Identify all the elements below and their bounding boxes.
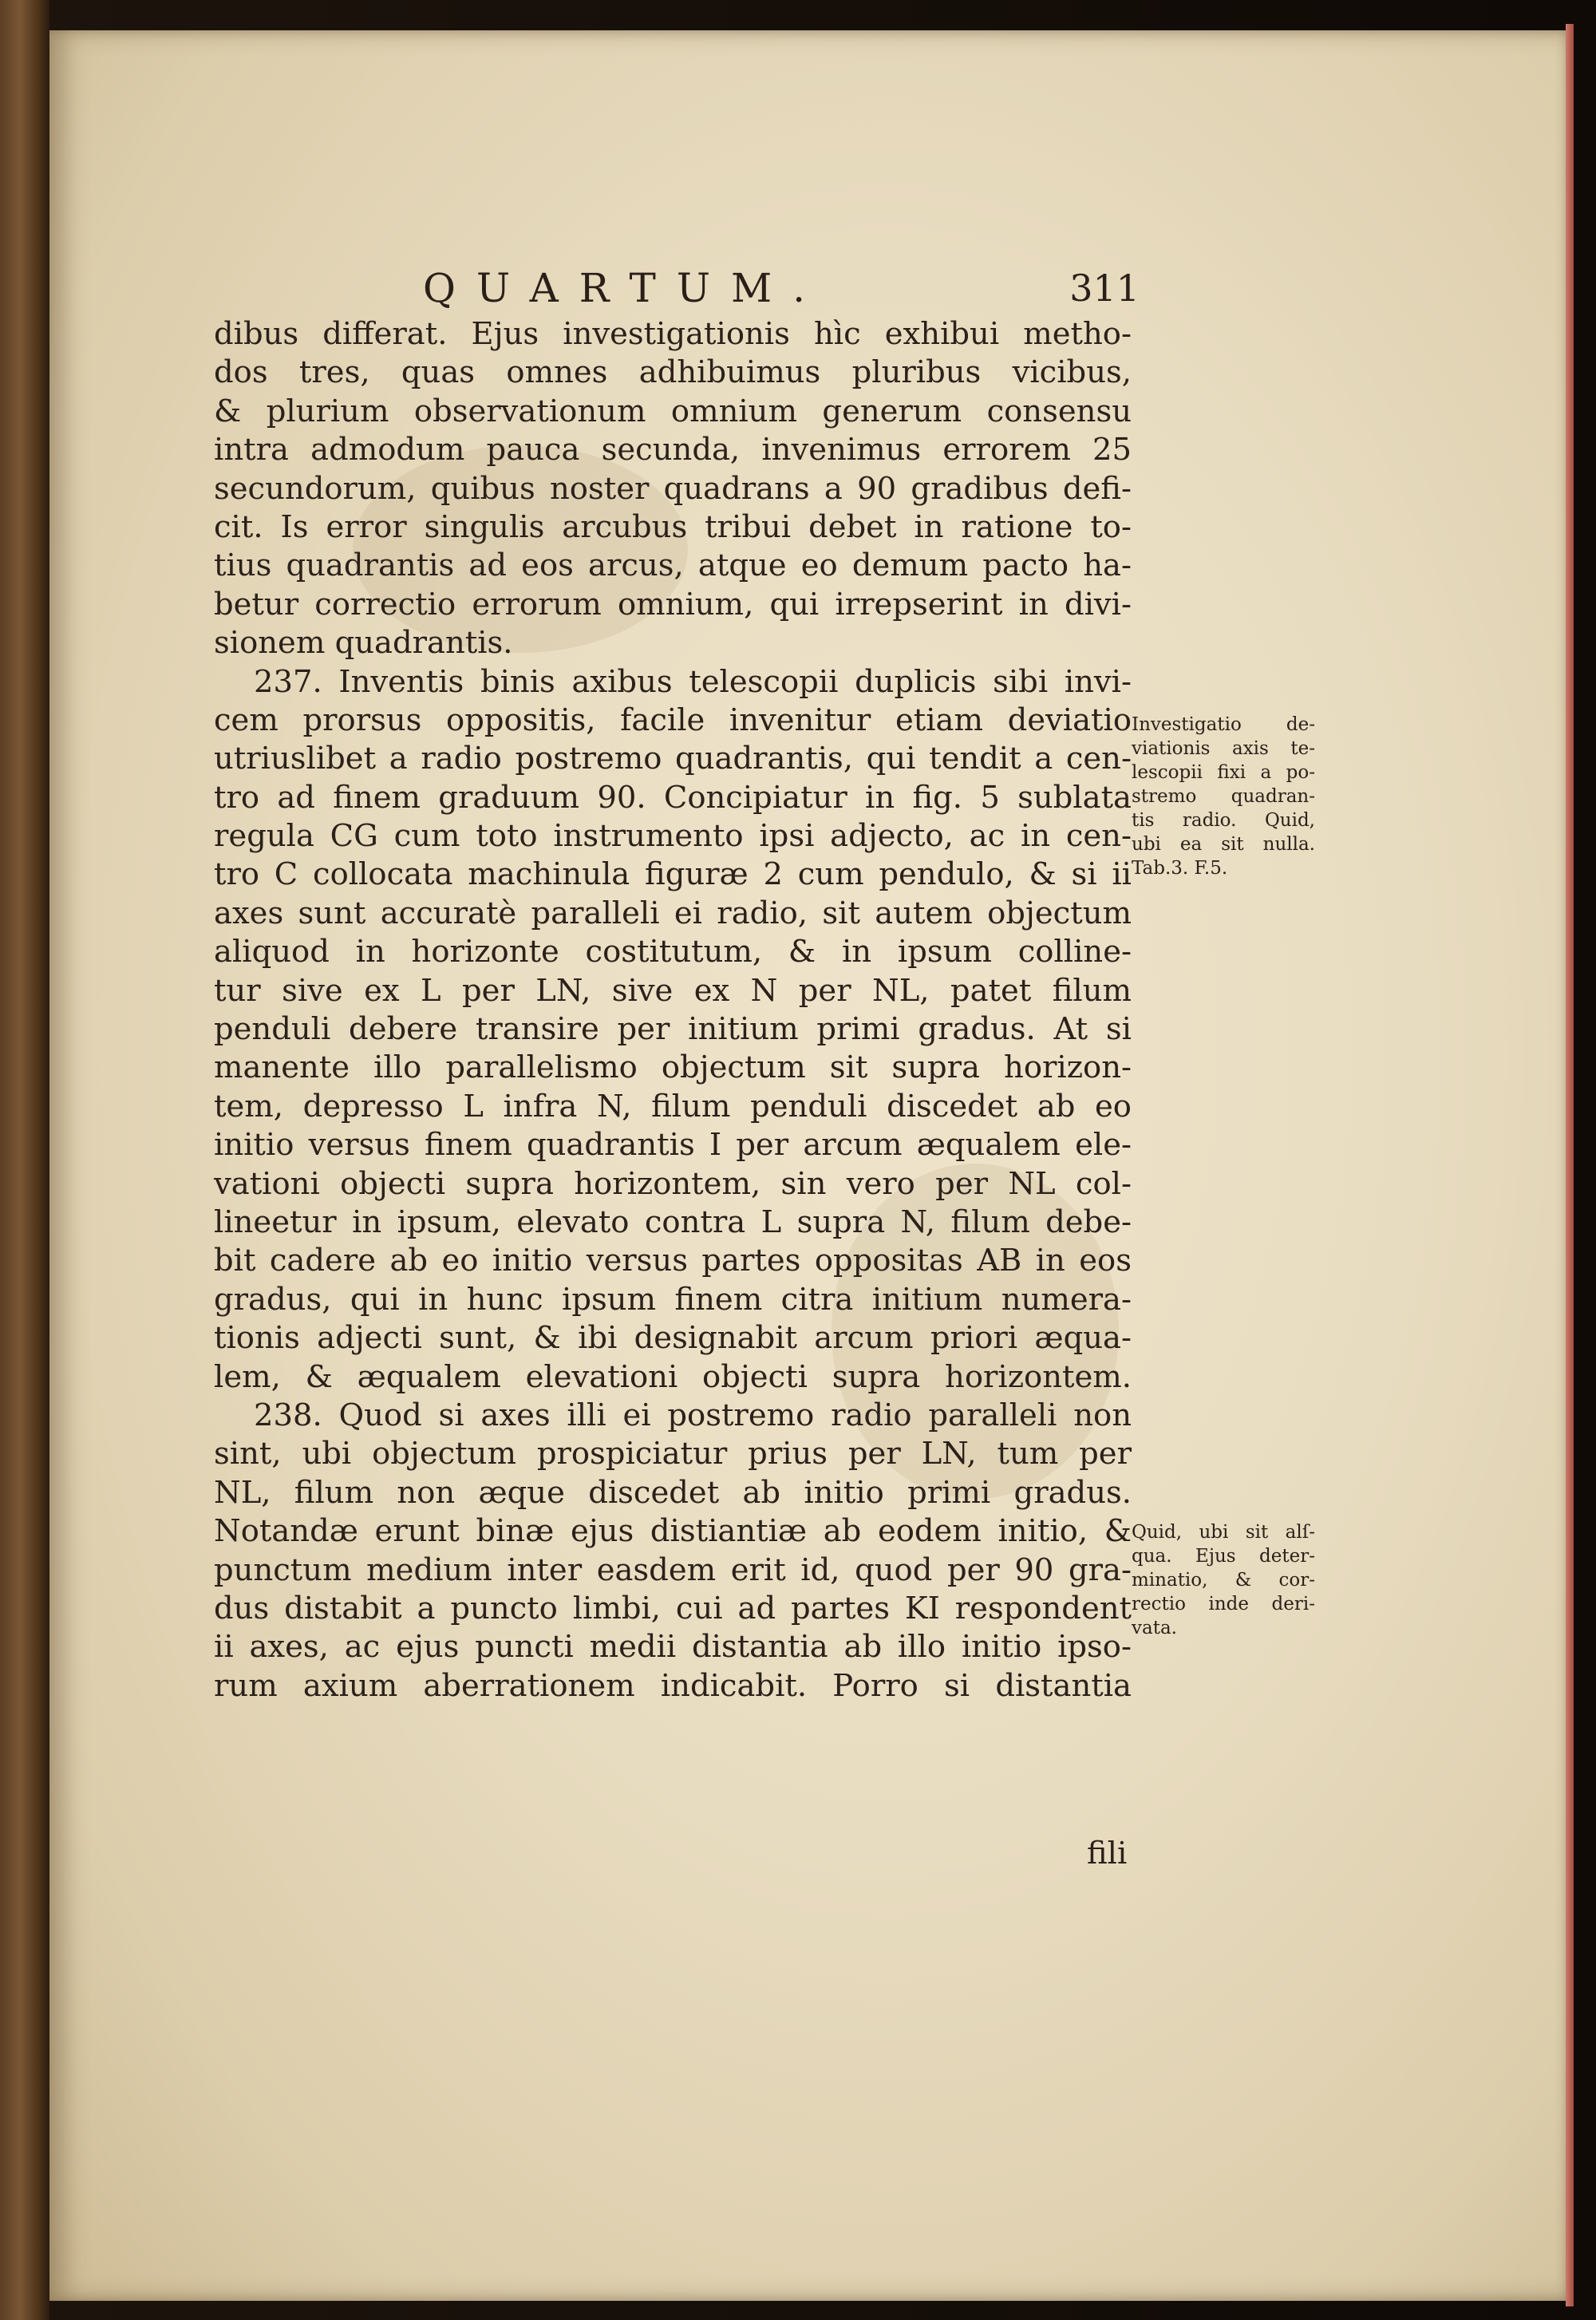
text-line: aliquod in horizonte costitutum, & in ipsum colline- bbox=[214, 934, 1132, 970]
note-line: lescopii fixi a po- bbox=[1132, 762, 1315, 783]
text-line: vationi objecti supra horizontem, sin vero per NL col- bbox=[214, 1165, 1132, 1202]
text-line: dos tres, quas omnes adhibuimus pluribus vicibus, bbox=[214, 354, 1132, 391]
note-line: rectio inde deri- bbox=[1132, 1594, 1315, 1615]
text-line: penduli debere transire per initium primi gradus. At si bbox=[214, 1011, 1132, 1048]
paragraph-continuation bbox=[214, 315, 1132, 663]
text-line: & plurium observationum omnium generum consensu bbox=[214, 393, 1132, 429]
text-line: Notandæ erunt binæ ejus distiantiæ ab eodem initio, & bbox=[214, 1513, 1132, 1550]
running-head bbox=[214, 265, 1140, 314]
text-line: dibus differat. Ejus investigationis hìc exhibui metho- bbox=[214, 316, 1132, 352]
text-line: bit cadere ab eo initio versus partes oppositas AB in eos bbox=[214, 1243, 1132, 1279]
text-line: lem, & æqualem elevationi objecti supra horizontem. bbox=[214, 1358, 1132, 1395]
text-line: secundorum, quibus noster quadrans a 90 gradibus defi- bbox=[214, 470, 1132, 507]
text-line: initio versus finem quadrantis I per arcum æqualem ele- bbox=[214, 1127, 1132, 1164]
text-line: utriuslibet a radio postremo quadrantis, qui tendit a cen- bbox=[214, 741, 1132, 777]
text-line: tro C collocata machinula figuræ 2 cum pendulo, & si ii bbox=[214, 856, 1132, 893]
text-line: sionem quadrantis. bbox=[214, 625, 513, 662]
text-line: tem, depresso L infra N, filum penduli discedet ab eo bbox=[214, 1088, 1132, 1124]
body-text bbox=[214, 315, 1132, 1705]
text-line: manente illo parallelismo objectum sit supra horizon- bbox=[214, 1049, 1132, 1086]
note-line: Investigatio de- bbox=[1132, 714, 1315, 735]
page-edge bbox=[1566, 24, 1574, 2306]
book-binding bbox=[0, 0, 49, 2320]
margin-note-quid bbox=[1132, 1520, 1315, 1640]
text-line: sint, ubi objectum prospiciatur prius per LN, tum per bbox=[214, 1436, 1132, 1472]
page-number: 311 bbox=[1069, 267, 1140, 310]
text-line: NL, filum non æque discedet ab initio primi gradus. bbox=[214, 1474, 1132, 1511]
note-line: tis radio. Quid, bbox=[1132, 810, 1315, 831]
text-line: tius quadrantis ad eos arcus, atque eo demum pacto ha- bbox=[214, 547, 1132, 584]
note-line: minatio, & cor- bbox=[1132, 1570, 1315, 1591]
note-line: Quid, ubi sit alſ- bbox=[1132, 1522, 1315, 1543]
paragraph-238 bbox=[214, 1397, 1132, 1705]
note-line: ubi ea sit nulla. bbox=[1132, 834, 1315, 855]
text-line: axes sunt accuratè paralleli ei radio, sit autem objectum bbox=[214, 895, 1132, 931]
text-line: 238. Quod si axes illi ei postremo radio paralleli non bbox=[254, 1397, 1132, 1433]
margin-note-investigatio bbox=[1132, 713, 1315, 880]
note-line: stremo quadran- bbox=[1132, 786, 1315, 807]
text-line: regula CG cum toto instrumento ipsi adjecto, ac in cen- bbox=[214, 818, 1132, 855]
note-line: Tab.3. F.5. bbox=[1132, 858, 1228, 879]
note-line: qua. Ejus deter- bbox=[1132, 1546, 1315, 1567]
catchword: fili bbox=[1087, 1836, 1128, 1871]
text-line: betur correctio errorum omnium, qui irrepserint in divi- bbox=[214, 586, 1132, 622]
text-line: lineetur in ipsum, elevato contra L supra N, filum debe- bbox=[214, 1203, 1132, 1240]
text-line: tionis adjecti sunt, & ibi designabit arcum priori æqua- bbox=[214, 1320, 1132, 1357]
text-line: gradus, qui in hunc ipsum finem citra initium numera- bbox=[214, 1281, 1132, 1318]
running-head-title: QUARTUM. bbox=[423, 265, 827, 311]
text-line: rum axium aberrationem indicabit. Porro si distantia bbox=[214, 1667, 1132, 1704]
text-line: cit. Is error singulis arcubus tribui debet in ratione to- bbox=[214, 508, 1132, 545]
paragraph-237 bbox=[214, 663, 1132, 1397]
text-line: dus distabit a puncto limbi, cui ad partes KI respondent bbox=[214, 1590, 1132, 1626]
text-line: intra admodum pauca secunda, invenimus errorem 25 bbox=[214, 432, 1132, 468]
text-line: tro ad finem graduum 90. Concipiatur in fig. 5 sublata bbox=[214, 779, 1132, 816]
note-line: viationis axis te- bbox=[1132, 738, 1315, 759]
note-line: vata. bbox=[1132, 1618, 1177, 1638]
text-line: tur sive ex L per LN, sive ex N per NL, patet filum bbox=[214, 972, 1132, 1009]
text-line: cem prorsus oppositis, facile invenitur etiam deviatio bbox=[214, 702, 1132, 738]
text-line: 237. Inventis binis axibus telescopii duplicis sibi invi- bbox=[254, 663, 1132, 700]
text-line: punctum medium inter easdem erit id, quod per 90 gra- bbox=[214, 1551, 1132, 1588]
text-line: ii axes, ac ejus puncti medii distantia ab illo initio ipso- bbox=[214, 1629, 1132, 1666]
